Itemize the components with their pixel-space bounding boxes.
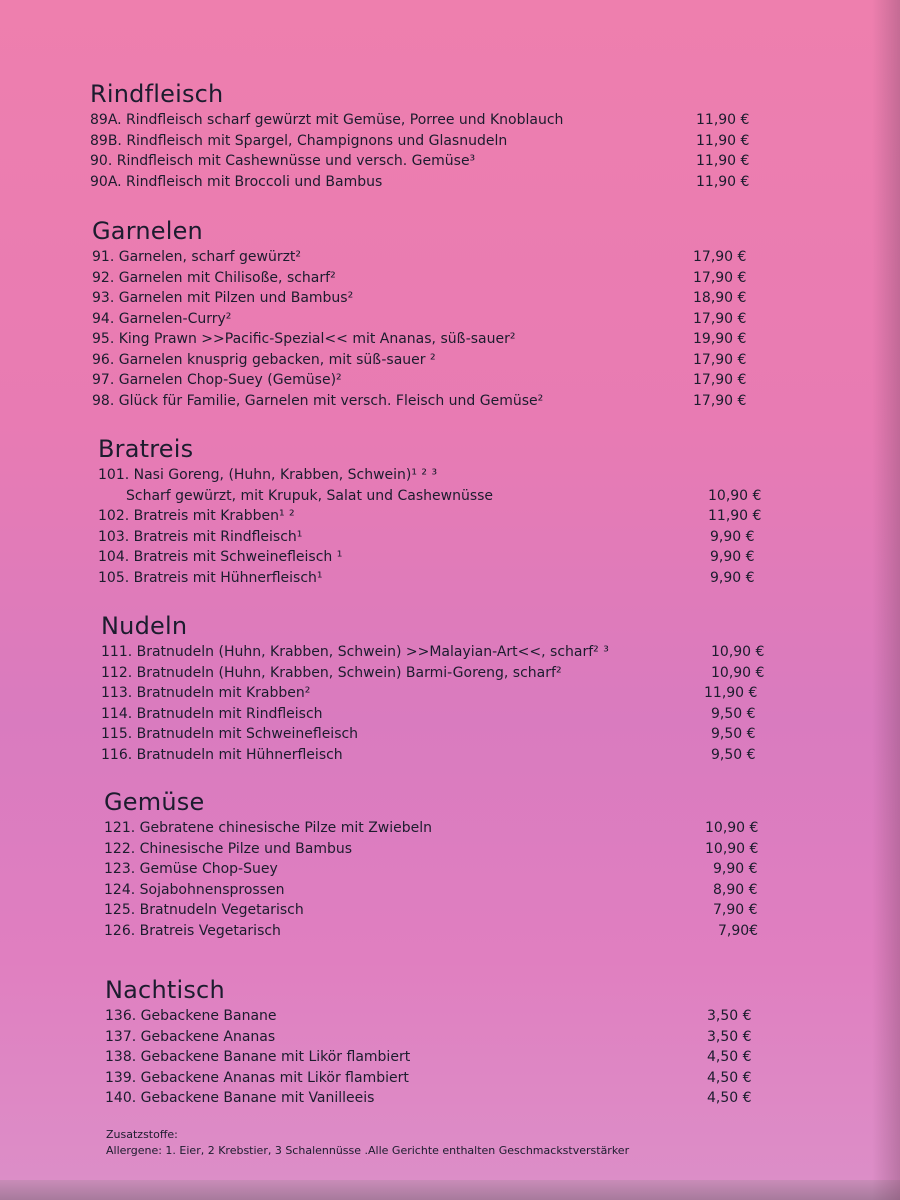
menu-item [101, 685, 801, 706]
item-price: 10,90 € [705, 820, 759, 836]
item-name: 96. Garnelen knusprig gebacken, mit süß-sauer ² [92, 351, 436, 368]
menu-item [90, 133, 790, 154]
item-name: 91. Garnelen, scharf gewürzt² [92, 249, 302, 265]
item-name: 101. Nasi Goreng, (Huhn, Krabben, Schwein)¹ ² ³ [98, 467, 438, 483]
footnote-text: Allergene: 1. Eier, 2 Krebstier, 3 Schalennüsse .Alle Gerichte enthalten Geschmackstverstärker [106, 1144, 630, 1157]
item-price: 17,90 € [693, 310, 747, 327]
item-price: 9,90 € [710, 569, 755, 586]
item-price: 3,50 € [707, 1008, 752, 1024]
item-price: 10,90 € [711, 644, 765, 660]
section-title: Gemüse [104, 788, 205, 816]
menu-item [101, 726, 801, 747]
item-name: 140. Gebackene Banane mit Vanilleeis [105, 1090, 375, 1106]
item-price: 17,90 € [693, 392, 747, 409]
menu-item [92, 290, 792, 311]
item-name: 137. Gebackene Ananas [105, 1028, 276, 1045]
item-price: 9,90 € [710, 549, 755, 565]
menu-item [98, 488, 798, 509]
menu-item [98, 570, 798, 591]
item-description: Scharf gewürzt, mit Krupuk, Salat und Cashewnüsse [126, 487, 494, 504]
section-gemuese [104, 788, 804, 943]
item-price: 10,90 € [711, 664, 765, 681]
menu-item [98, 508, 798, 529]
menu-item [90, 174, 790, 195]
item-name: 111. Bratnudeln (Huhn, Krabben, Schwein) >>Malayian-Art<<, scharf² ³ [101, 644, 609, 660]
item-price: 3,50 € [707, 1028, 752, 1045]
item-name: 98. Glück für Familie, Garnelen mit versch. Fleisch und Gemüse² [92, 392, 544, 409]
menu-item [92, 249, 792, 270]
menu-item [105, 1049, 805, 1070]
item-name: 113. Bratnudeln mit Krabben² [101, 685, 311, 701]
section-rindfleisch [90, 80, 790, 194]
item-name: 90A. Rindfleisch mit Broccoli und Bambus [90, 173, 383, 190]
item-price: 4,50 € [707, 1069, 752, 1086]
item-price: 11,90 € [696, 112, 750, 128]
item-name: 112. Bratnudeln (Huhn, Krabben, Schwein) Barmi-Goreng, scharf² [101, 664, 562, 681]
menu-item [101, 706, 801, 727]
item-name: 102. Bratreis mit Krabben¹ ² [98, 508, 295, 524]
page-bottom-edge [0, 1180, 900, 1200]
menu-item [105, 1008, 805, 1029]
section-bratreis [98, 435, 798, 590]
item-name: 123. Gemüse Chop-Suey [104, 861, 278, 877]
menu-item [104, 820, 804, 841]
menu-item [92, 331, 792, 352]
allergen-footnote [106, 1127, 629, 1159]
section-title: Nudeln [101, 612, 188, 640]
item-price: 10,90 € [708, 487, 762, 504]
item-name: 114. Bratnudeln mit Rindfleisch [101, 705, 323, 722]
menu-item [92, 372, 792, 393]
item-name: 90. Rindfleisch mit Cashewnüsse und versch. Gemüse³ [90, 153, 476, 169]
menu-item [92, 393, 792, 414]
section-title: Nachtisch [105, 976, 225, 1004]
item-name: 93. Garnelen mit Pilzen und Bambus² [92, 290, 354, 306]
section-title: Rindfleisch [90, 80, 224, 108]
item-name: 103. Bratreis mit Rindfleisch¹ [98, 528, 303, 545]
section-nudeln [101, 612, 801, 767]
menu-item [92, 311, 792, 332]
item-name: 92. Garnelen mit Chilisoße, scharf² [92, 269, 336, 286]
menu-item [90, 112, 790, 133]
item-name: 136. Gebackene Banane [105, 1008, 277, 1024]
item-name: 97. Garnelen Chop-Suey (Gemüse)² [92, 372, 342, 388]
menu-item [105, 1029, 805, 1050]
item-name: 95. King Prawn >>Pacific-Spezial<< mit Ananas, süß-sauer² [92, 331, 516, 347]
menu-item [104, 902, 804, 923]
item-price: 9,50 € [711, 746, 756, 763]
item-price: 11,90 € [696, 173, 750, 190]
menu-item [105, 1090, 805, 1111]
item-name: 94. Garnelen-Curry² [92, 310, 232, 327]
section-title: Garnelen [92, 217, 203, 245]
item-name: 89A. Rindfleisch scharf gewürzt mit Gemüse, Porree und Knoblauch [90, 112, 564, 128]
item-price: 17,90 € [693, 249, 747, 265]
footnote-heading: Zusatzstoffe: [106, 1128, 178, 1141]
section-nachtisch [105, 976, 805, 1111]
item-name: 138. Gebackene Banane mit Likör flambiert [105, 1049, 411, 1065]
menu-item [101, 747, 801, 768]
item-price: 8,90 € [713, 881, 758, 898]
menu-item [90, 153, 790, 174]
menu-item [104, 861, 804, 882]
menu-item [101, 665, 801, 686]
menu-item [104, 882, 804, 903]
item-price: 17,90 € [693, 351, 747, 368]
item-price: 17,90 € [693, 269, 747, 286]
menu-item [92, 270, 792, 291]
item-price: 11,90 € [708, 508, 762, 524]
item-price: 9,50 € [711, 705, 756, 722]
item-name: 122. Chinesische Pilze und Bambus [104, 840, 353, 857]
item-price: 17,90 € [693, 372, 747, 388]
menu-item [101, 644, 801, 665]
item-name: 116. Bratnudeln mit Hühnerfleisch [101, 746, 343, 763]
item-price: 7,90€ [718, 922, 759, 939]
section-garnelen [92, 217, 792, 413]
item-price: 4,50 € [707, 1049, 752, 1065]
item-price: 9,50 € [711, 726, 756, 742]
item-name: 89B. Rindfleisch mit Spargel, Champignons und Glasnudeln [90, 132, 508, 149]
item-price: 10,90 € [705, 840, 759, 857]
menu-item [98, 467, 798, 488]
menu-item [92, 352, 792, 373]
item-name: 124. Sojabohnensprossen [104, 881, 285, 898]
menu-item [105, 1070, 805, 1091]
item-name: 115. Bratnudeln mit Schweinefleisch [101, 726, 359, 742]
item-name: 139. Gebackene Ananas mit Likör flambiert [105, 1069, 409, 1086]
item-price: 9,90 € [710, 528, 755, 545]
item-name: 126. Bratreis Vegetarisch [104, 922, 281, 939]
item-name: 121. Gebratene chinesische Pilze mit Zwiebeln [104, 820, 433, 836]
item-price: 11,90 € [696, 132, 750, 149]
item-price: 11,90 € [704, 685, 758, 701]
menu-item [104, 841, 804, 862]
item-name: 104. Bratreis mit Schweinefleisch ¹ [98, 549, 343, 565]
item-name: 125. Bratnudeln Vegetarisch [104, 902, 304, 918]
item-price: 4,50 € [707, 1090, 752, 1106]
menu-item [98, 549, 798, 570]
item-price: 7,90 € [713, 902, 758, 918]
menu-item [104, 923, 804, 944]
item-name: 105. Bratreis mit Hühnerfleisch¹ [98, 569, 323, 586]
item-price: 19,90 € [693, 331, 747, 347]
section-title: Bratreis [98, 435, 194, 463]
item-price: 18,90 € [693, 290, 747, 306]
item-price: 11,90 € [696, 153, 750, 169]
item-price: 9,90 € [713, 861, 758, 877]
menu-item [98, 529, 798, 550]
